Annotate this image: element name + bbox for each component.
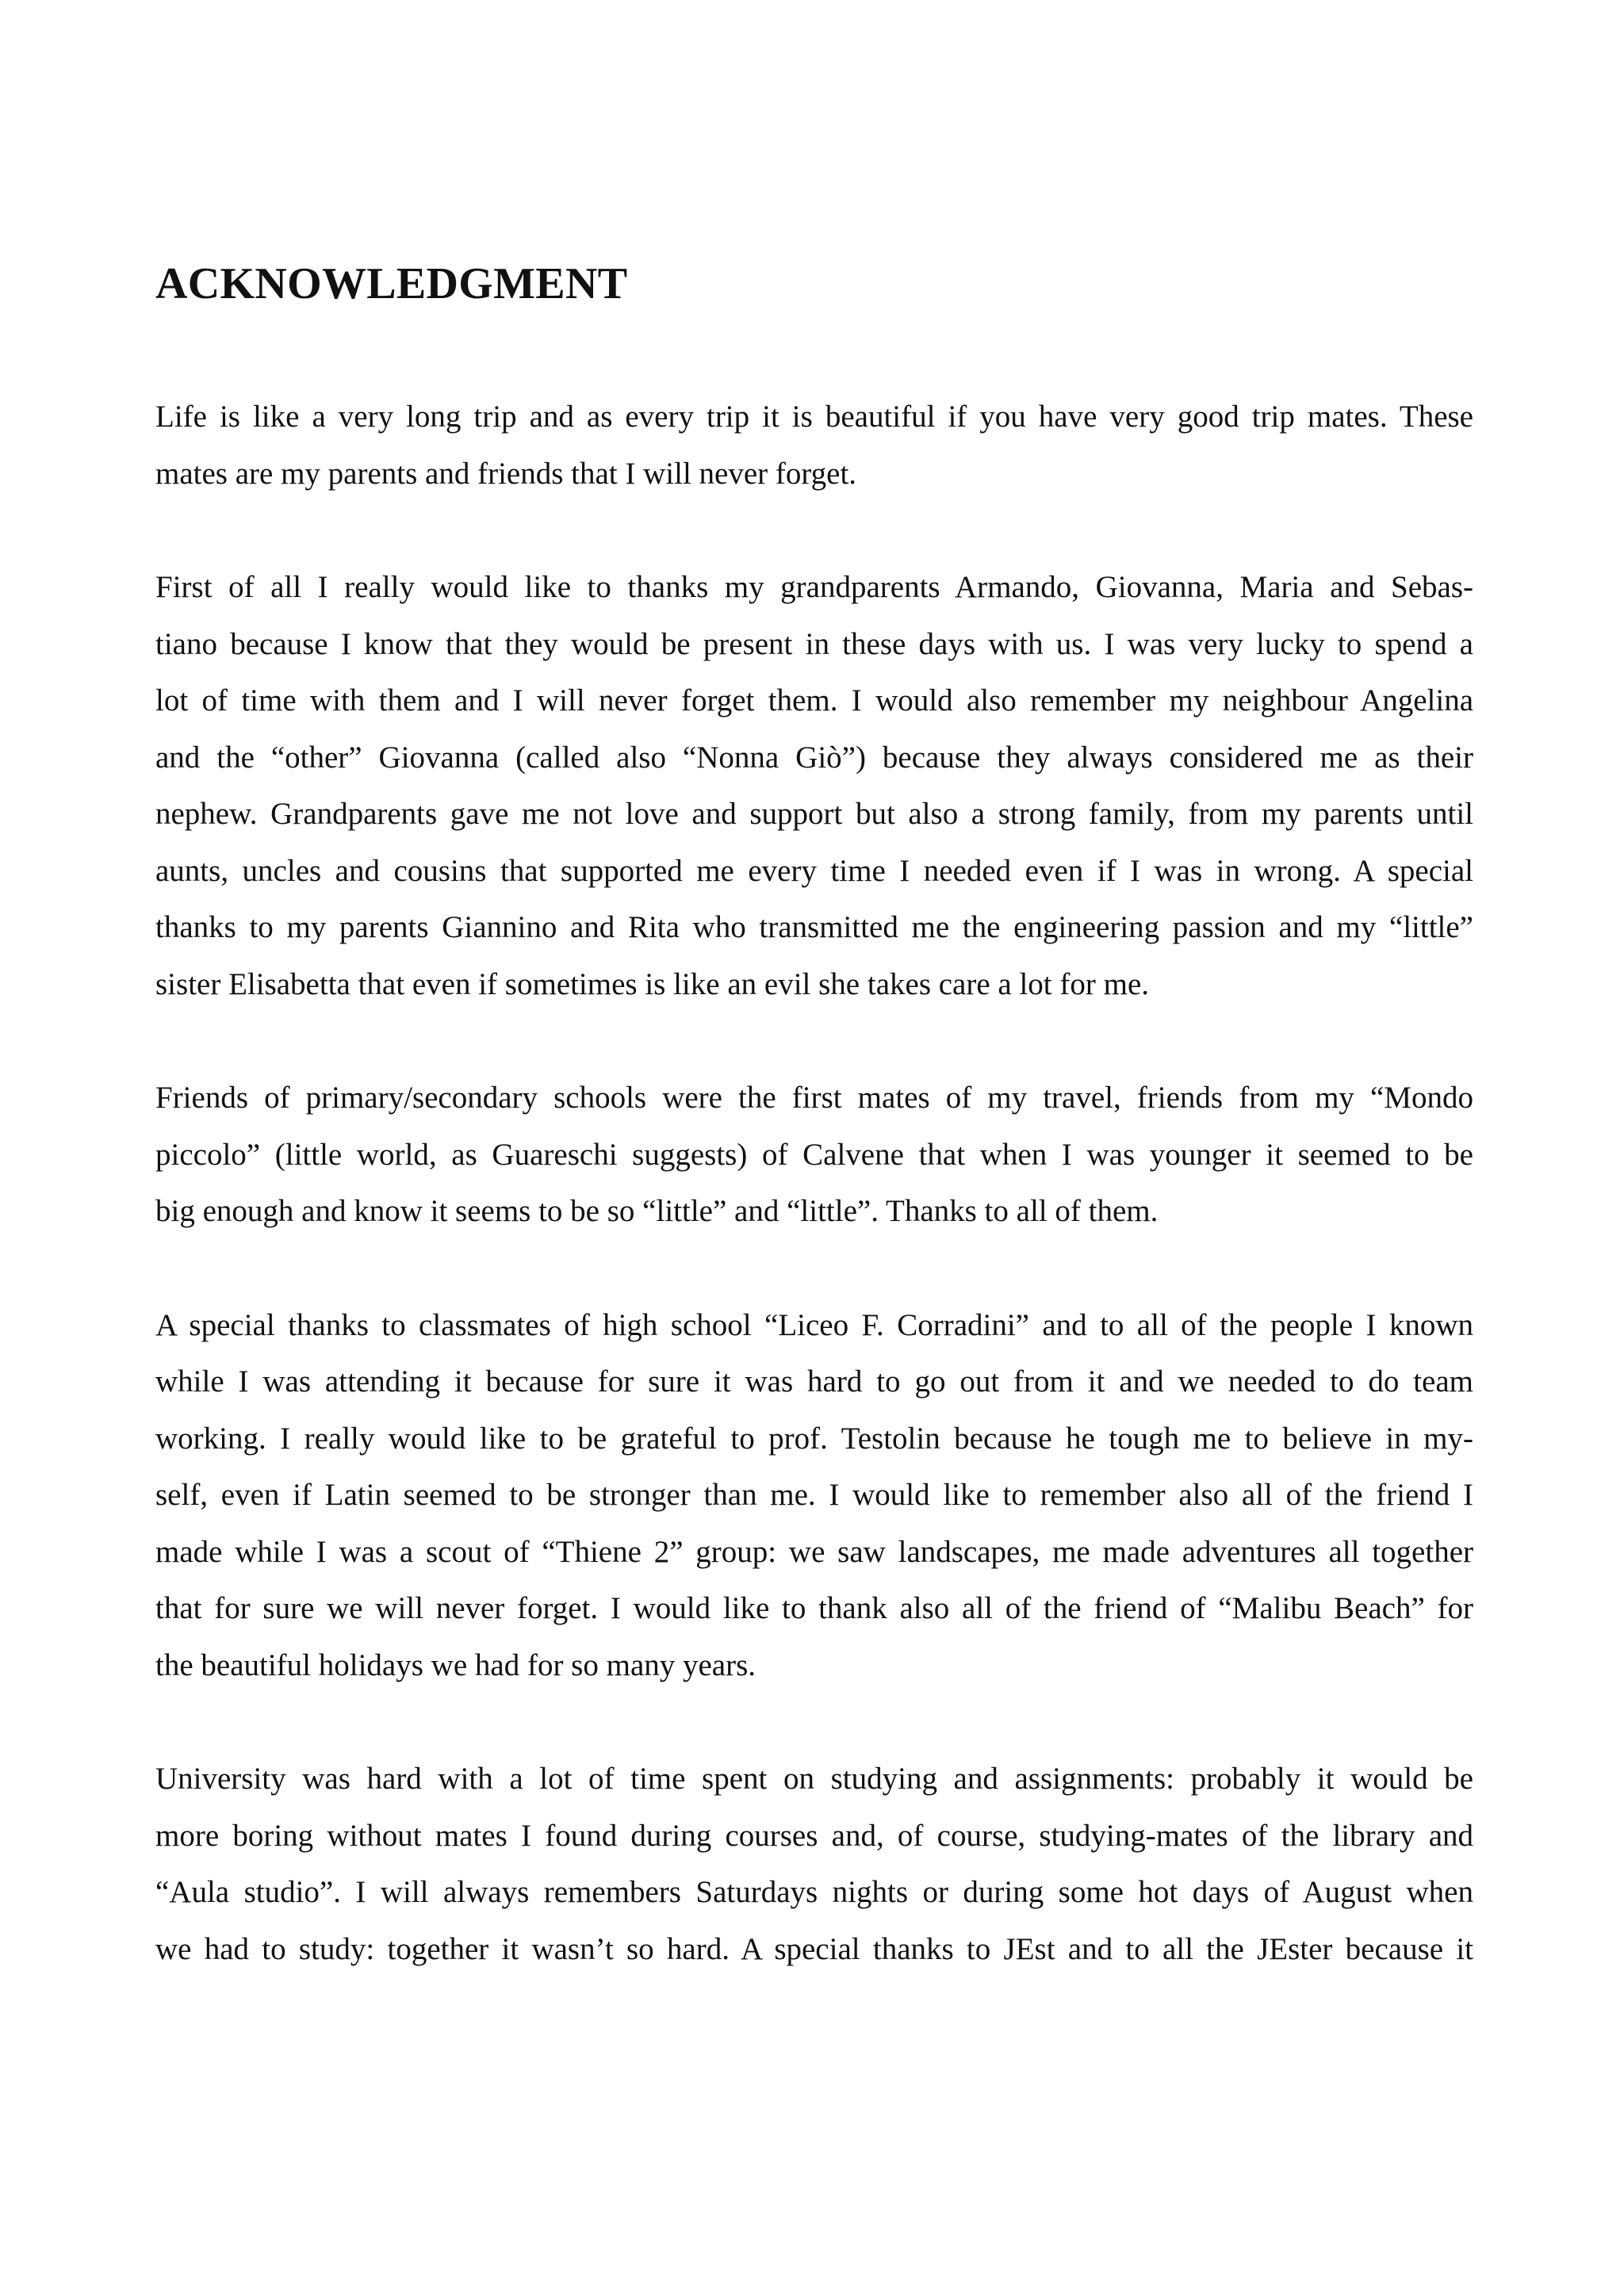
paragraph-line: big enough and know it seems to be so “little” and “little”. Thanks to all of them. (155, 1194, 1159, 1228)
paragraph-line: First of all I really would like to thanks my grandparents Armando, Giovanna, Maria and Sebas- (155, 570, 1473, 604)
paragraph-line: “Aula studio”. I will always remembers Saturdays nights or during some hot days of August when (155, 1875, 1473, 1909)
paragraph-line: that for sure we will never forget. I would like to thank also all of the friend of “Malibu Beach” for (155, 1591, 1473, 1625)
paragraph-line: and the “other” Giovanna (called also “Nonna Giò”) because they always considered me as their (155, 740, 1473, 775)
paragraph-3 (155, 1070, 1473, 1240)
paragraph-2 (155, 559, 1473, 1012)
paragraph-line: sister Elisabetta that even if sometimes is like an evil she takes care a lot for me. (155, 966, 1150, 1001)
paragraph-line: aunts, uncles and cousins that supported me every time I needed even if I was in wrong. A special (155, 853, 1473, 888)
paragraph-line: made while I was a scout of “Thiene 2” group: we saw landscapes, me made adventures all together (155, 1534, 1473, 1569)
paragraph-line: Friends of primary/secondary schools were the first mates of my travel, friends from my “Mondo (155, 1081, 1473, 1115)
paragraph-line: self, even if Latin seemed to be stronger than me. I would like to remember also all of the friend I (155, 1478, 1473, 1512)
paragraph-line: tiano because I know that they would be present in these days with us. I was very lucky to spend a (155, 626, 1473, 661)
paragraph-line: mates are my parents and friends that I will never forget. (155, 456, 857, 491)
paragraph-line: Life is like a very long trip and as every trip it is beautiful if you have very good trip mates. These (155, 400, 1473, 434)
paragraph-5 (155, 1751, 1473, 1977)
paragraph-line: A special thanks to classmates of high school “Liceo F. Corradini” and to all of the people I known (155, 1307, 1473, 1342)
paragraph-1 (155, 388, 1473, 502)
page-title: ACKNOWLEDGMENT (155, 259, 628, 308)
paragraph-4 (155, 1297, 1473, 1694)
paragraph-line: while I was attending it because for sure it was hard to go out from it and we needed to do team (155, 1364, 1473, 1399)
paragraph-line: we had to study: together it wasn’t so hard. A special thanks to JEst and to all the JEster because it (155, 1931, 1473, 1966)
paragraph-line: working. I really would like to be grateful to prof. Testolin because he tough me to believe in my- (155, 1421, 1473, 1456)
paragraph-line: the beautiful holidays we had for so many years. (155, 1647, 756, 1682)
paragraph-line: nephew. Grandparents gave me not love and support but also a strong family, from my parents until (155, 797, 1473, 831)
paragraph-line: lot of time with them and I will never forget them. I would also remember my neighbour Angelina (155, 683, 1473, 718)
paragraph-line: thanks to my parents Giannino and Rita who transmitted me the engineering passion and my “little” (155, 910, 1473, 944)
acknowledgment-body (155, 388, 1473, 2034)
paragraph-line: University was hard with a lot of time spent on studying and assignments: probably it would be (155, 1762, 1473, 1796)
paragraph-line: piccolo” (little world, as Guareschi suggests) of Calvene that when I was younger it seemed to be (155, 1137, 1473, 1172)
paragraph-line: more boring without mates I found during courses and, of course, studying-mates of the library and (155, 1818, 1473, 1853)
